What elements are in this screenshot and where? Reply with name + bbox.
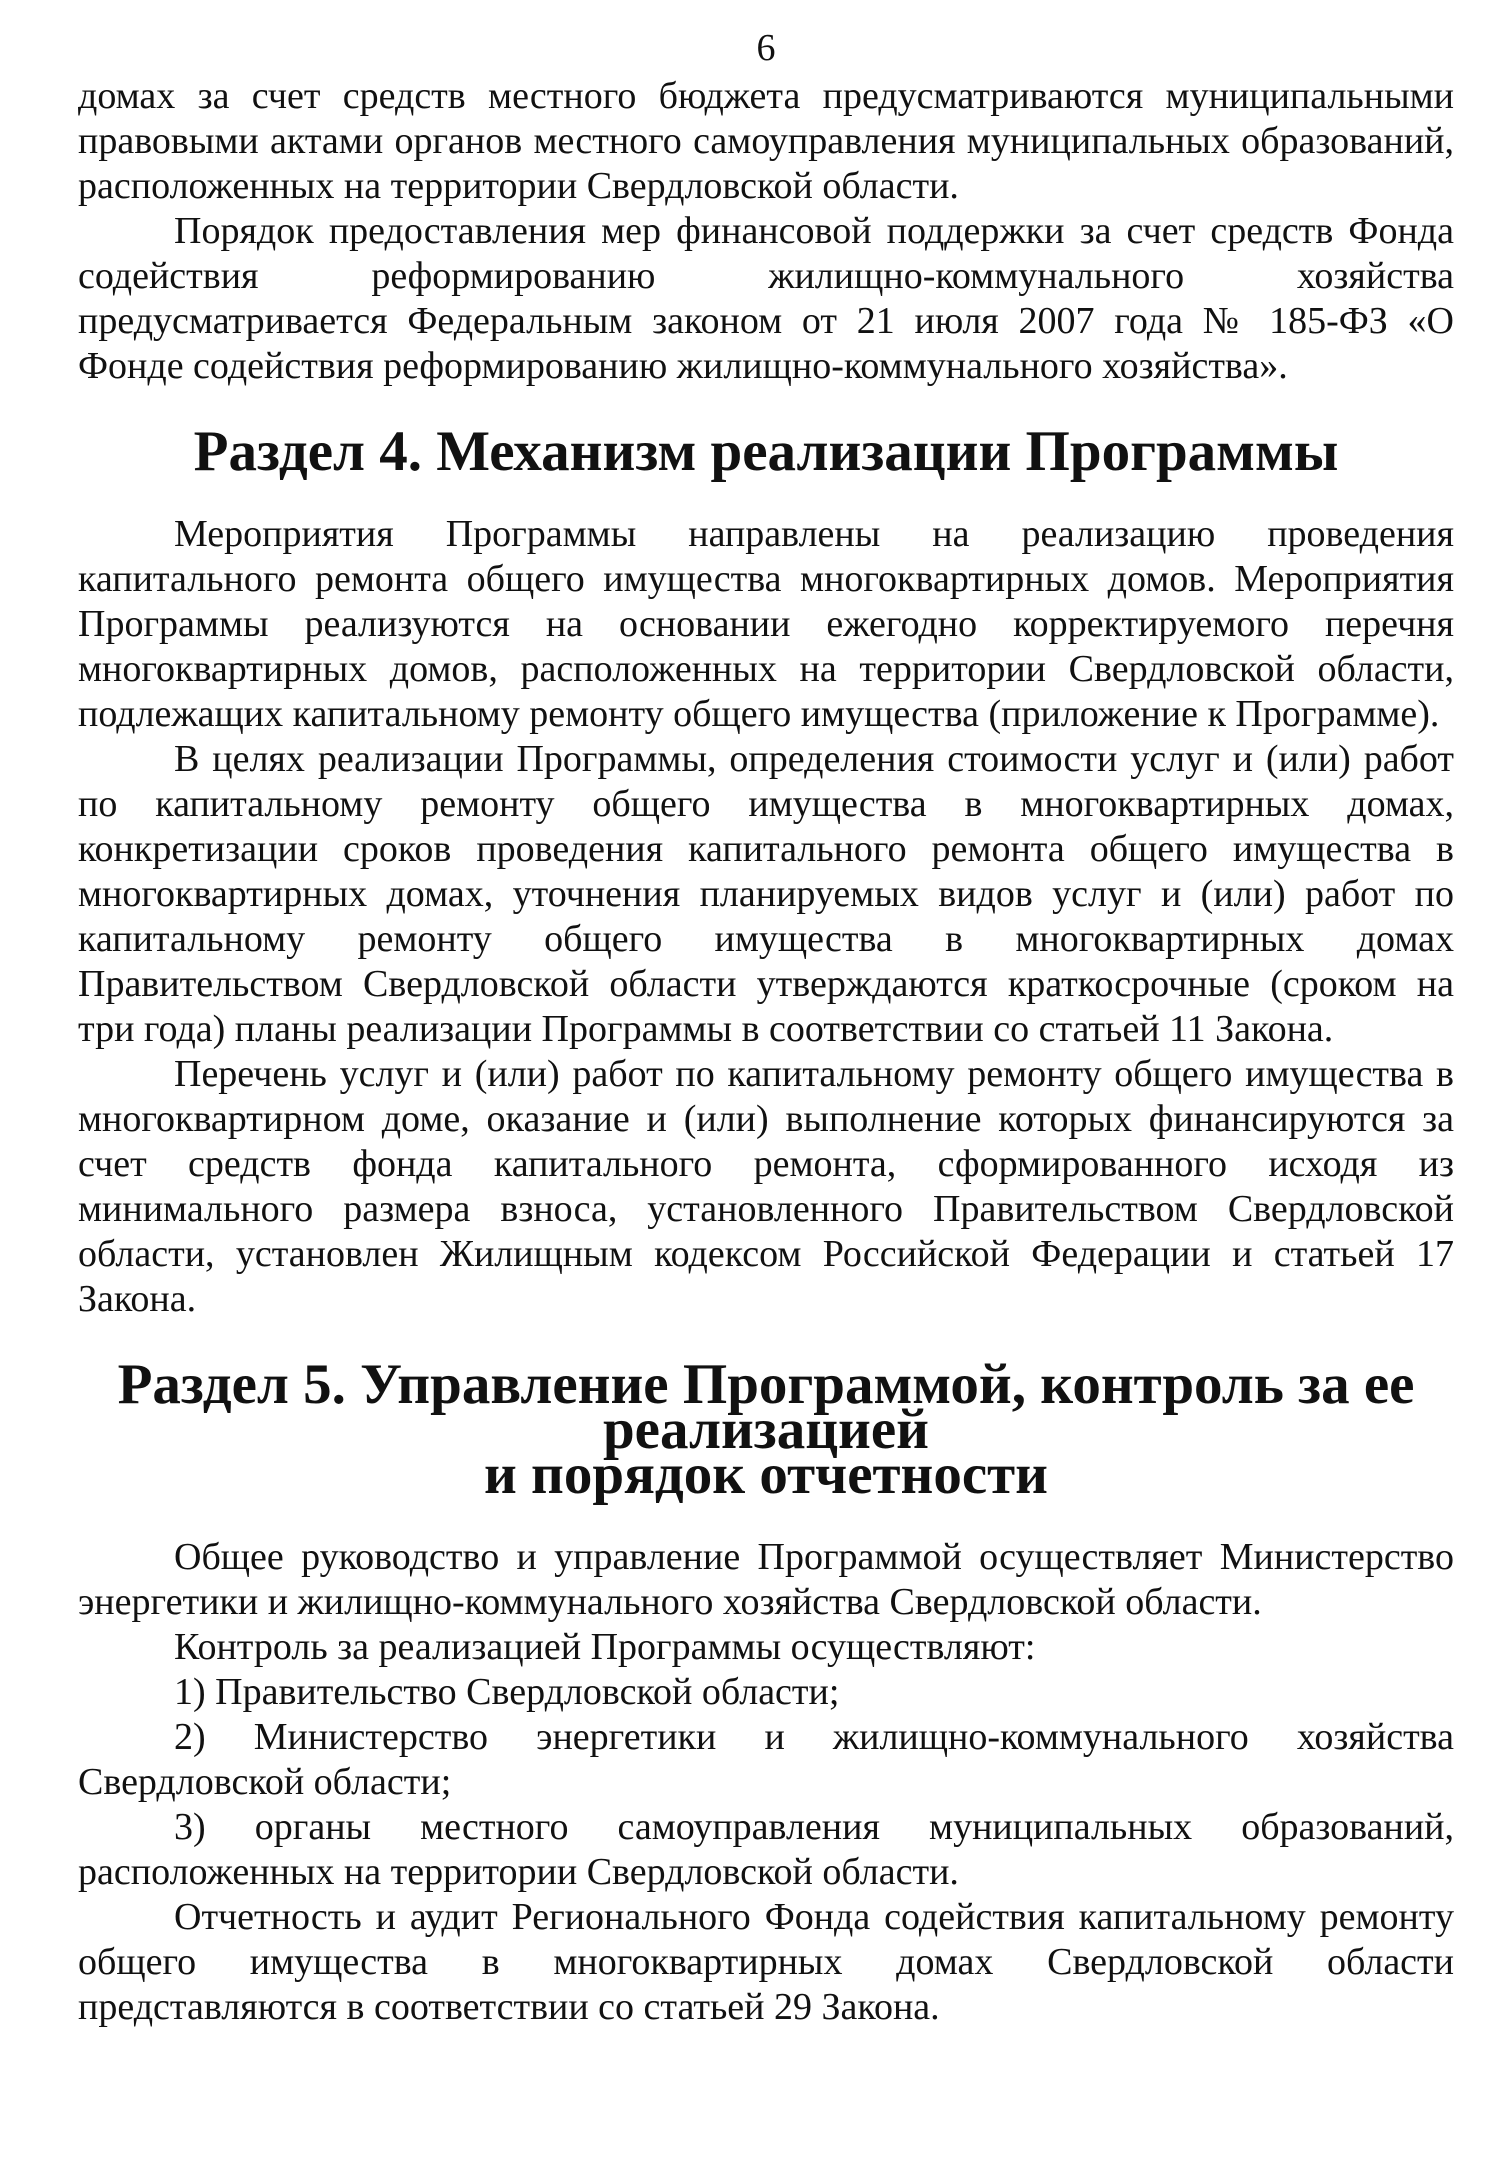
section-5-title-line-2: и порядок отчетности	[483, 1443, 1049, 1506]
list-item: 3) органы местного самоуправления муниципальных образований, расположенных на территории Свердловской области.	[78, 1806, 1454, 1893]
section-4-body	[78, 512, 1454, 1322]
section-4-paragraph: Перечень услуг и (или) работ по капитальному ремонту общего имущества в многоквартирном доме, оказание и (или) выполнение которых финансируются за счет средств фонда капитального ремонта, сформированного исходя из минимального размера взноса, установленного Правительством Свердловской области, установлен Жилищным кодексом Российской Федерации и статьей 17 Закона.	[78, 1053, 1454, 1320]
document-page	[78, 28, 1454, 2030]
fund-support-paragraph: Порядок предоставления мер финансовой поддержки за счет средств Фонда содействия реформированию жилищно-коммунального хозяйства предусматривается Федеральным законом от 21 июля 2007 года № 185-ФЗ «О Фонде содействия реформированию жилищно-коммунального хозяйства».	[78, 210, 1454, 387]
section-5-paragraph: Отчетность и аудит Регионального Фонда содействия капитальному ремонту общего имущества в многоквартирных домах Свердловской области представляются в соответствии со статьей 29 Закона.	[78, 1896, 1454, 2028]
section-4-title: Раздел 4. Механизм реализации Программы	[193, 420, 1339, 483]
section-4-paragraph: Мероприятия Программы направлены на реализацию проведения капитального ремонта общего имущества многоквартирных домов. Мероприятия Программы реализуются на основании ежегодно корректируемого перечня многоквартирных домов, расположенных на территории Свердловской области, подлежащих капитальному ремонту общего имущества (приложение к Программе).	[78, 513, 1454, 735]
page-number: 6	[756, 27, 776, 69]
list-item: 2) Министерство энергетики и жилищно-коммунального хозяйства Свердловской области;	[78, 1716, 1454, 1803]
list-item: 1) Правительство Свердловской области;	[174, 1671, 840, 1713]
section-5-body	[78, 1535, 1454, 2030]
section-5-title-line-1: Раздел 5. Управление Программой, контроль за ее реализацией	[117, 1353, 1415, 1461]
continuation-paragraph: домах за счет средств местного бюджета предусматриваются муниципальными правовыми актами органов местного самоуправления муниципальных образований, расположенных на территории Свердловской области.	[78, 75, 1454, 207]
section-5-title	[78, 1353, 1454, 1506]
section-5-paragraph: Общее руководство и управление Программой осуществляет Министерство энергетики и жилищно-коммунального хозяйства Свердловской области.	[78, 1536, 1454, 1623]
section-5-paragraph: Контроль за реализацией Программы осуществляют:	[174, 1626, 1036, 1668]
section-4-paragraph: В целях реализации Программы, определения стоимости услуг и (или) работ по капитальному ремонту общего имущества в многоквартирных домах, конкретизации сроков проведения капитального ремонта общего имущества в многоквартирных домах, уточнения планируемых видов услуг и (или) работ по капитальному ремонту общего имущества в многоквартирных домах Правительством Свердловской области утверждаются краткосрочные (сроком на три года) планы реализации Программы в соответствии со статьей 11 Закона.	[78, 738, 1454, 1050]
